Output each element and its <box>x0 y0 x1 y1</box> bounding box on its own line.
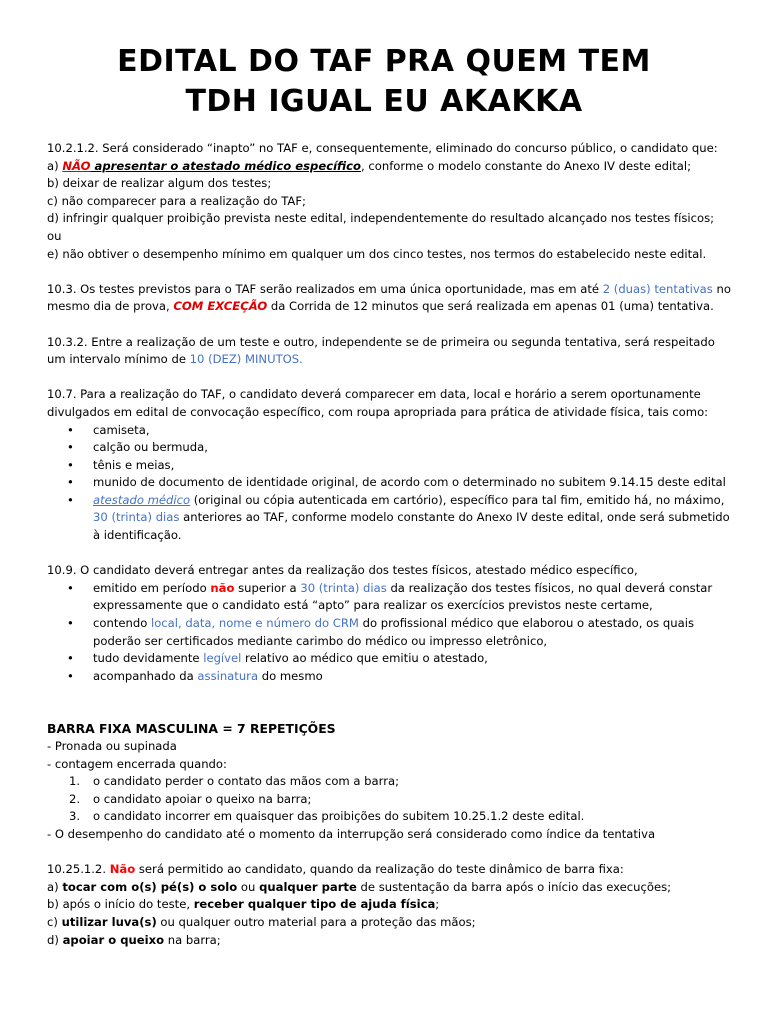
list-item: • munido de documento de identidade original, de acordo com o determinado no subitem 9.14.15 deste edital <box>67 475 726 490</box>
list-item: 1. o candidato perder o contato das mãos com a barra; <box>69 774 399 789</box>
item-d: d) apoiar o queixo na barra; <box>47 932 221 947</box>
section-vestimenta <box>47 386 731 544</box>
bullet-list <box>47 580 731 686</box>
item-b: b) após o início do teste, receber qualquer tipo de ajuda física; <box>47 897 440 912</box>
item-b: b) deixar de realizar algum dos testes; <box>47 176 272 191</box>
line: - contagem encerrada quando: <box>47 756 227 771</box>
item-ou: ou <box>47 228 62 243</box>
title-line-2: TDH IGUAL EU AKAKKA <box>185 84 583 119</box>
list-item: • tênis e meias, <box>67 457 175 472</box>
section-inapto <box>47 140 731 263</box>
list-item: • acompanhado da assinatura do mesmo <box>67 668 323 683</box>
line: - Pronada ou supinada <box>47 739 177 753</box>
item-d: d) infringir qualquer proibição prevista neste edital, independentemente do resultado alcançado nos testes físicos; <box>47 211 715 226</box>
item-c: c) não comparecer para a realização do TAF; <box>47 193 306 208</box>
section-tentativas: 10.3. Os testes previstos para o TAF serão realizados em uma única oportunidade, mas em até 2 (duas) tentativas no mesmo dia de prova, COM EXCEÇÃO da Corrida de 12 minutos que será realizada em apenas 01 (uma) tentativa. <box>47 281 731 314</box>
list-item: • tudo devidamente legível relativo ao médico que emitiu o atestado, <box>67 651 488 666</box>
paragraph: 10.2.1.2. Será considerado “inapto” no TAF e, consequentemente, eliminado do concurso público, o candidato que: <box>47 141 718 155</box>
section-heading: BARRA FIXA MASCULINA = 7 REPETIÇÕES <box>47 721 336 737</box>
line: - O desempenho do candidato até o momento da interrupção será considerado como índice da tentativa <box>47 826 656 841</box>
list-item: • emitido em período não superior a 30 (trinta) dias da realização dos testes físicos, no qual deverá constar expressamente que o candidato está “apto” para realizar os exercícios previstos neste certame, <box>67 580 713 613</box>
paragraph: 10.9. O candidato deverá entregar antes da realização dos testes físicos, atestado médico específico, <box>47 563 638 578</box>
item-c: c) utilizar luva(s) ou qualquer outro material para a proteção das mãos; <box>47 914 476 929</box>
numbered-list <box>47 773 731 826</box>
section-atestado <box>47 562 731 685</box>
list-item: 3. o candidato incorrer em quaisquer das proibições do subitem 10.25.1.2 deste edital. <box>69 809 585 824</box>
item-e: e) não obtiver o desempenho mínimo em qualquer um dos cinco testes, nos termos do estabelecido neste edital. <box>47 246 707 261</box>
section-proibicoes <box>47 861 731 949</box>
list-item: • atestado médico (original ou cópia autenticada em cartório), específico para tal fim, emitido há, no máximo, 30 (trinta) dias anteriores ao TAF, conforme modelo constante do Anexo IV deste edital, onde será submetido à identificação. <box>67 492 730 543</box>
bullet-list <box>47 422 731 545</box>
section-barra-fixa <box>47 720 731 843</box>
title-line-1: EDITAL DO TAF PRA QUEM TEM <box>117 44 651 79</box>
paragraph: 10.25.1.2. Não será permitido ao candidato, quando da realização do teste dinâmico de barra fixa: <box>47 862 624 877</box>
item-a: a) NÃO apresentar o atestado médico específico, conforme o modelo constante do Anexo IV deste edital; <box>47 158 691 173</box>
paragraph: 10.7. Para a realização do TAF, o candidato deverá comparecer em data, local e horário a serem oportunamente divulgados em edital de convocação específico, com roupa apropriada para prática de atividade física, tais como: <box>47 387 709 419</box>
list-item: • camiseta, <box>67 422 150 437</box>
list-item: 2. o candidato apoiar o queixo na barra; <box>69 791 312 806</box>
item-a: a) tocar com o(s) pé(s) o solo ou qualquer parte de sustentação da barra após o início das execuções; <box>47 879 672 894</box>
section-intervalo: 10.3.2. Entre a realização de um teste e outro, independente se de primeira ou segunda tentativa, será respeitado um intervalo mínimo de 10 (DEZ) MINUTOS. <box>47 334 715 367</box>
list-item: • calção ou bermuda, <box>67 440 208 455</box>
document-title <box>0 42 768 122</box>
list-item: • contendo local, data, nome e número do CRM do profissional médico que elaborou o atestado, os quais poderão ser certificados mediante carimbo do médico ou impresso eletrônico, <box>67 616 694 648</box>
document-body <box>47 140 731 949</box>
